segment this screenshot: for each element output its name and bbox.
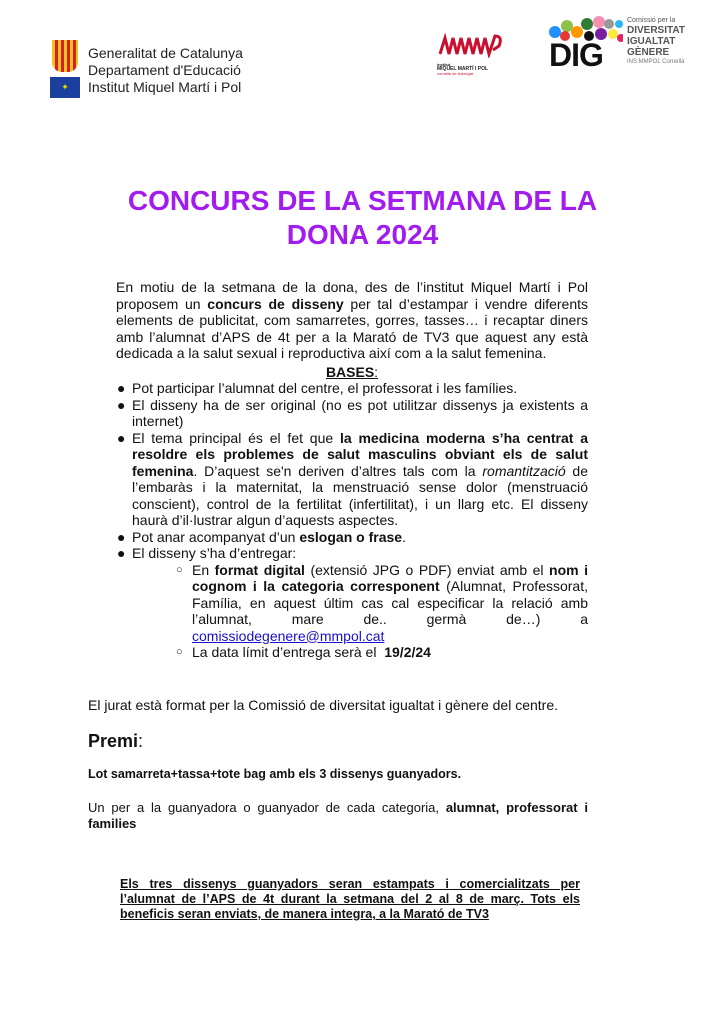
item-text: (Alumnat, Professorat, Família, en aquest últim cas cal especificar la relació amb l’alumnat, mare de.. germà de…) a (192, 578, 588, 627)
dig-logo (547, 16, 687, 76)
bases-colon: : (374, 364, 379, 380)
header-line-institut: Institut Miquel Martí i Pol (88, 79, 242, 95)
list-item (116, 529, 588, 546)
dig-line3: IGUALTAT (627, 36, 676, 47)
mmp-scribble-icon (437, 32, 507, 58)
prize-per-category (88, 800, 588, 832)
prize-title: Premi (88, 731, 139, 751)
item-text: (extensió JPG o PDF) enviat amb el (304, 561, 550, 578)
intro-bold: concurs de disseny (207, 295, 344, 312)
list-item (116, 430, 588, 529)
deadline-date: 19/2/24 (384, 644, 431, 660)
mmp-logo (437, 32, 507, 76)
list-item (116, 397, 588, 430)
bases-heading (116, 364, 588, 380)
final-note: Els tres dissenys guanyadors seran estampats i comercialitzats per l’alumnat de l’APS de 4t durant la setmana del 2 al 8 de març. Tots els beneficis seran enviats, de manera integra, a la Marató de TV3 (120, 877, 580, 921)
prize-colon: : (138, 731, 144, 751)
prize-lot: Lot samarreta+tassa+tote bag amb els 3 dissenys guanyadors. (88, 767, 462, 781)
bullet-icon: ● (117, 429, 126, 446)
item-italic: romantització (482, 462, 566, 479)
item-text: Pot participar l’alumnat del centre, el professorat i les famílies. (132, 380, 518, 396)
dig-line1: Comissió per la (627, 17, 676, 24)
item-text: de l’embaràs i la maternitat, la menstruació sense dolor (menstruació conscient), control de la fertilitat (infertilitat), i un llarg etc. El disseny haurà d’il·lustrar algun d’aquests aspectes. (132, 462, 589, 528)
eu-flag-logo: ✦ (50, 77, 80, 98)
intro-text-rest: per tal d’estampar i vendre diferents elements de publicitat, com samarretes, gorres, tasses… i recaptar diners amb l’alumnat d’APS de 4t per a la Marató de TV3 que aquest any està dedicada a la salut sexual i reproductiva així com a la salut femenina. (116, 295, 588, 361)
mmp-logo-line2: MIQUEL MARTÍ I POL (437, 66, 489, 72)
title-line2: DONA 2024 (286, 219, 439, 250)
dig-letters: DIG (549, 37, 603, 73)
item-bold: la medicina moderna s’ha centrat a resoldre els problemes de salut masculins obviant els de salut femenina (132, 429, 589, 479)
item-text: . D’aquest se'n deriven d’altres tals com la (193, 462, 483, 479)
header-line-departament: Departament d'Educació (88, 62, 241, 78)
mmp-logo-line1: institut (437, 62, 451, 67)
dig-line4: GÈNERE (627, 47, 670, 58)
email-link[interactable]: comissiodegenere@mmpol.cat (192, 627, 385, 644)
bases-list (116, 380, 588, 661)
item-text: En (192, 561, 215, 578)
item-bold: format digital (214, 561, 305, 578)
circle-bullet-icon: ○ (176, 646, 183, 658)
list-item (116, 545, 588, 661)
dig-line5: INS MMPOL Cornellà (627, 59, 685, 65)
circle-bullet-icon: ○ (176, 563, 183, 576)
bullet-icon: ● (117, 380, 126, 396)
institution-header (88, 45, 243, 96)
item-bold: nom i cognom i la categoria corresponent (192, 561, 588, 594)
item-text: . (402, 528, 406, 545)
jury-text: El jurat està format per la Comissió de diversitat igualtat i gènere del centre. (88, 697, 559, 713)
mmp-logo-line3: cornellà de llobregat (437, 71, 474, 76)
bases-title: BASES (325, 364, 375, 380)
bullet-icon: ● (117, 528, 126, 545)
item-text: El tema principal és el fet que (132, 429, 340, 446)
item-text: Pot anar acompanyat d’un (132, 528, 300, 545)
intro-paragraph (116, 279, 588, 362)
unper-text: Un per a la guanyadora o guanyador de cada categoria, (88, 800, 446, 815)
delivery-sublist (132, 562, 588, 661)
item-text: El disseny ha de ser original (no es pot utilitzar dissenys ja existents a internet) (132, 396, 588, 429)
page-title (0, 184, 725, 252)
catalonia-flag-logo (52, 40, 78, 72)
intro-text: En motiu de la setmana de la dona, des de l’institut Miquel Martí i Pol proposem un (116, 279, 588, 312)
sublist-item (176, 644, 588, 661)
list-item (116, 380, 588, 397)
item-bold: eslogan o frase (299, 528, 403, 545)
item-text: El disseny s’ha d’entregar: (132, 545, 297, 561)
prize-heading (88, 731, 143, 752)
title-line1: CONCURS DE LA SETMANA DE LA (127, 185, 598, 216)
unper-bold: alumnat, professorat i families (88, 800, 589, 831)
bullet-icon: ● (117, 545, 126, 561)
item-text: La data límit d’entrega serà el (192, 644, 385, 660)
header-line-generalitat: Generalitat de Catalunya (88, 45, 243, 61)
sublist-item (176, 562, 588, 645)
bullet-icon: ● (117, 396, 126, 413)
dig-line2: DIVERSITAT (627, 25, 685, 36)
